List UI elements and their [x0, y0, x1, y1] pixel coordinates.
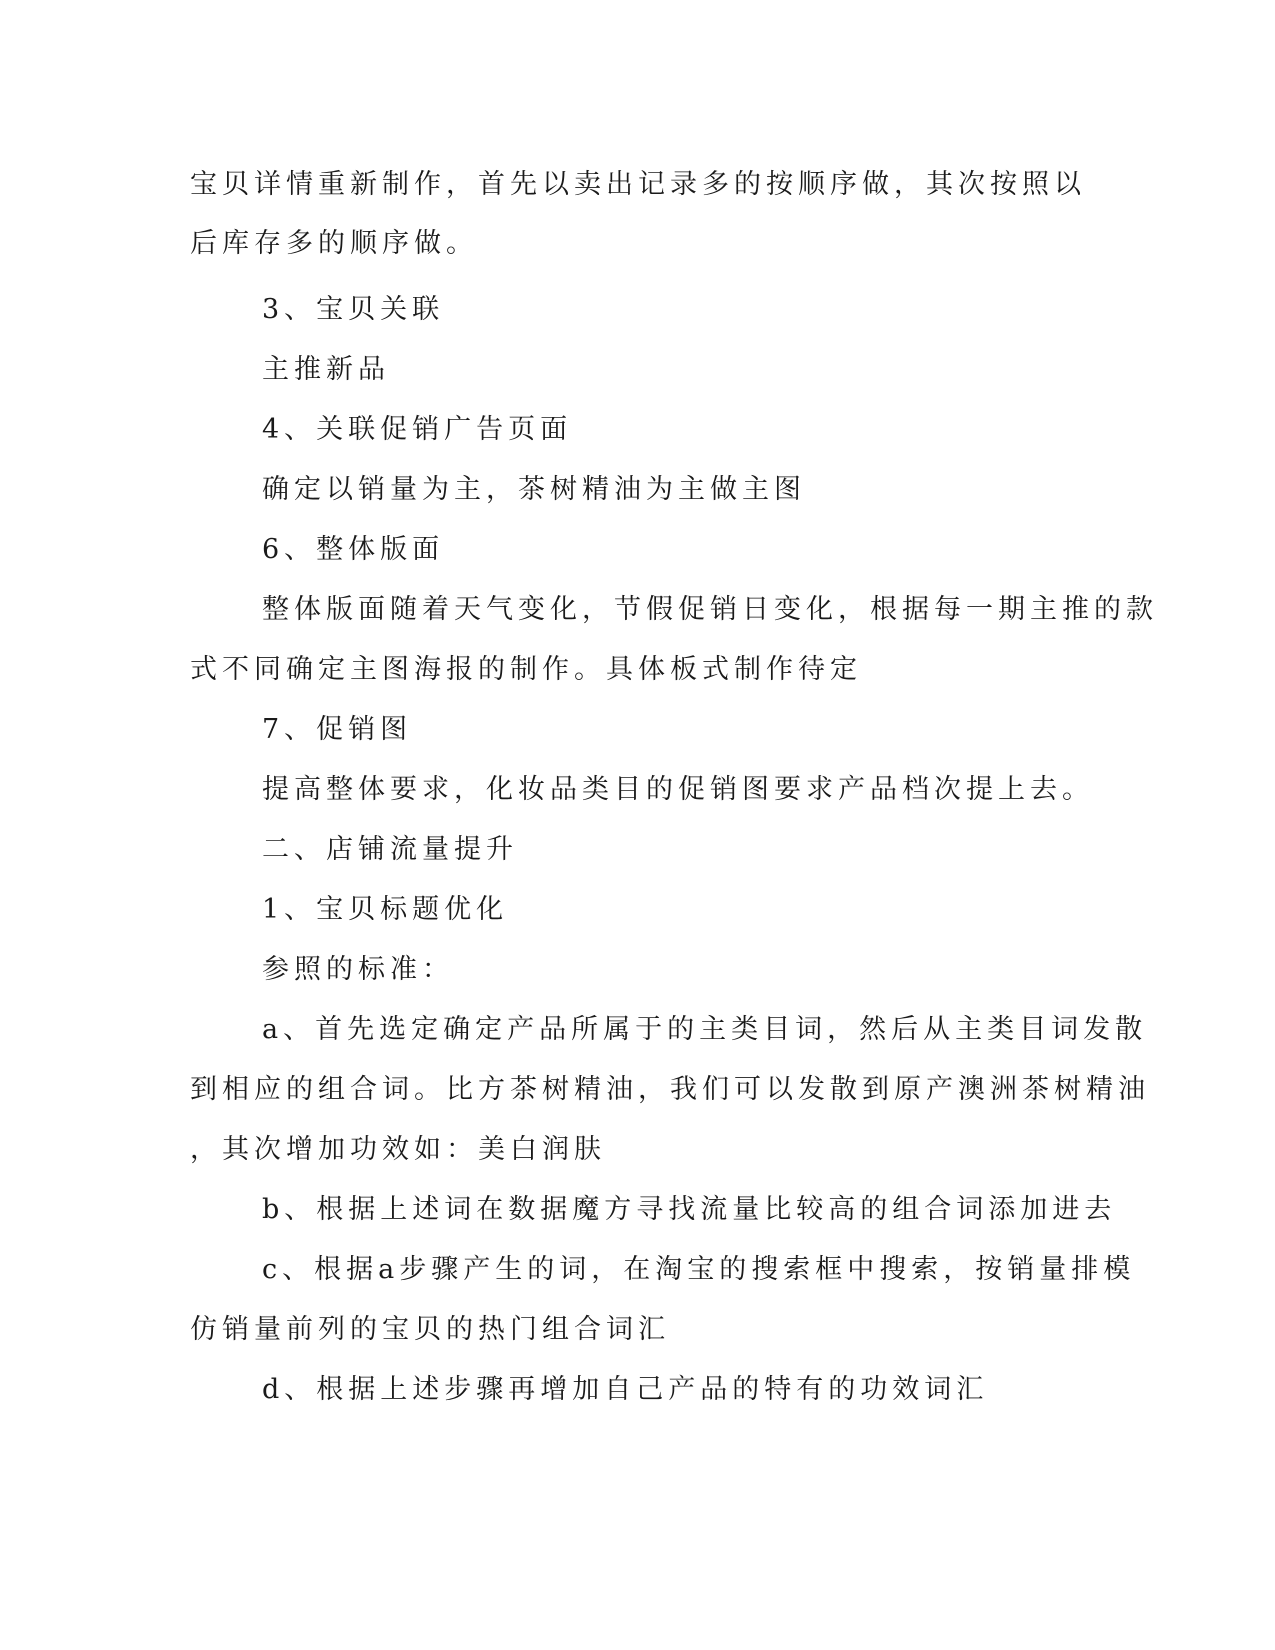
paragraph-line: 后库存多的顺序做。: [190, 228, 478, 259]
section-heading: 1、宝贝标题优化: [262, 894, 509, 925]
list-item: b、根据上述词在数据魔方寻找流量比较高的组合词添加进去: [262, 1194, 1117, 1225]
paragraph-line: ，其次增加功效如：美白润肤: [190, 1134, 606, 1165]
section-heading: 4、关联促销广告页面: [262, 414, 573, 445]
section-heading: 7、促销图: [262, 714, 413, 745]
paragraph-line: 整体版面随着天气变化，节假促销日变化，根据每一期主推的款: [262, 594, 1158, 625]
section-heading: 6、整体版面: [262, 534, 445, 565]
paragraph-line: 主推新品: [262, 354, 390, 385]
paragraph-line: 到相应的组合词。比方茶树精油，我们可以发散到原产澳洲茶树精油: [190, 1074, 1150, 1105]
section-heading: 二、店铺流量提升: [262, 834, 518, 865]
section-heading: 3、宝贝关联: [262, 294, 445, 325]
paragraph-line: 参照的标准：: [262, 954, 454, 985]
paragraph-line: 式不同确定主图海报的制作。具体板式制作待定: [190, 654, 862, 685]
paragraph-line: 确定以销量为主，茶树精油为主做主图: [262, 474, 806, 505]
paragraph-line: 仿销量前列的宝贝的热门组合词汇: [190, 1314, 670, 1345]
paragraph-line: 宝贝详情重新制作，首先以卖出记录多的按顺序做，其次按照以: [190, 169, 1086, 200]
list-item: d、根据上述步骤再增加自己产品的特有的功效词汇: [262, 1374, 989, 1405]
list-item: a、首先选定确定产品所属于的主类目词，然后从主类目词发散: [262, 1014, 1148, 1045]
paragraph-line: 提高整体要求，化妆品类目的促销图要求产品档次提上去。: [262, 774, 1094, 805]
list-item: c、根据a步骤产生的词，在淘宝的搜索框中搜索，按销量排模: [262, 1254, 1136, 1285]
